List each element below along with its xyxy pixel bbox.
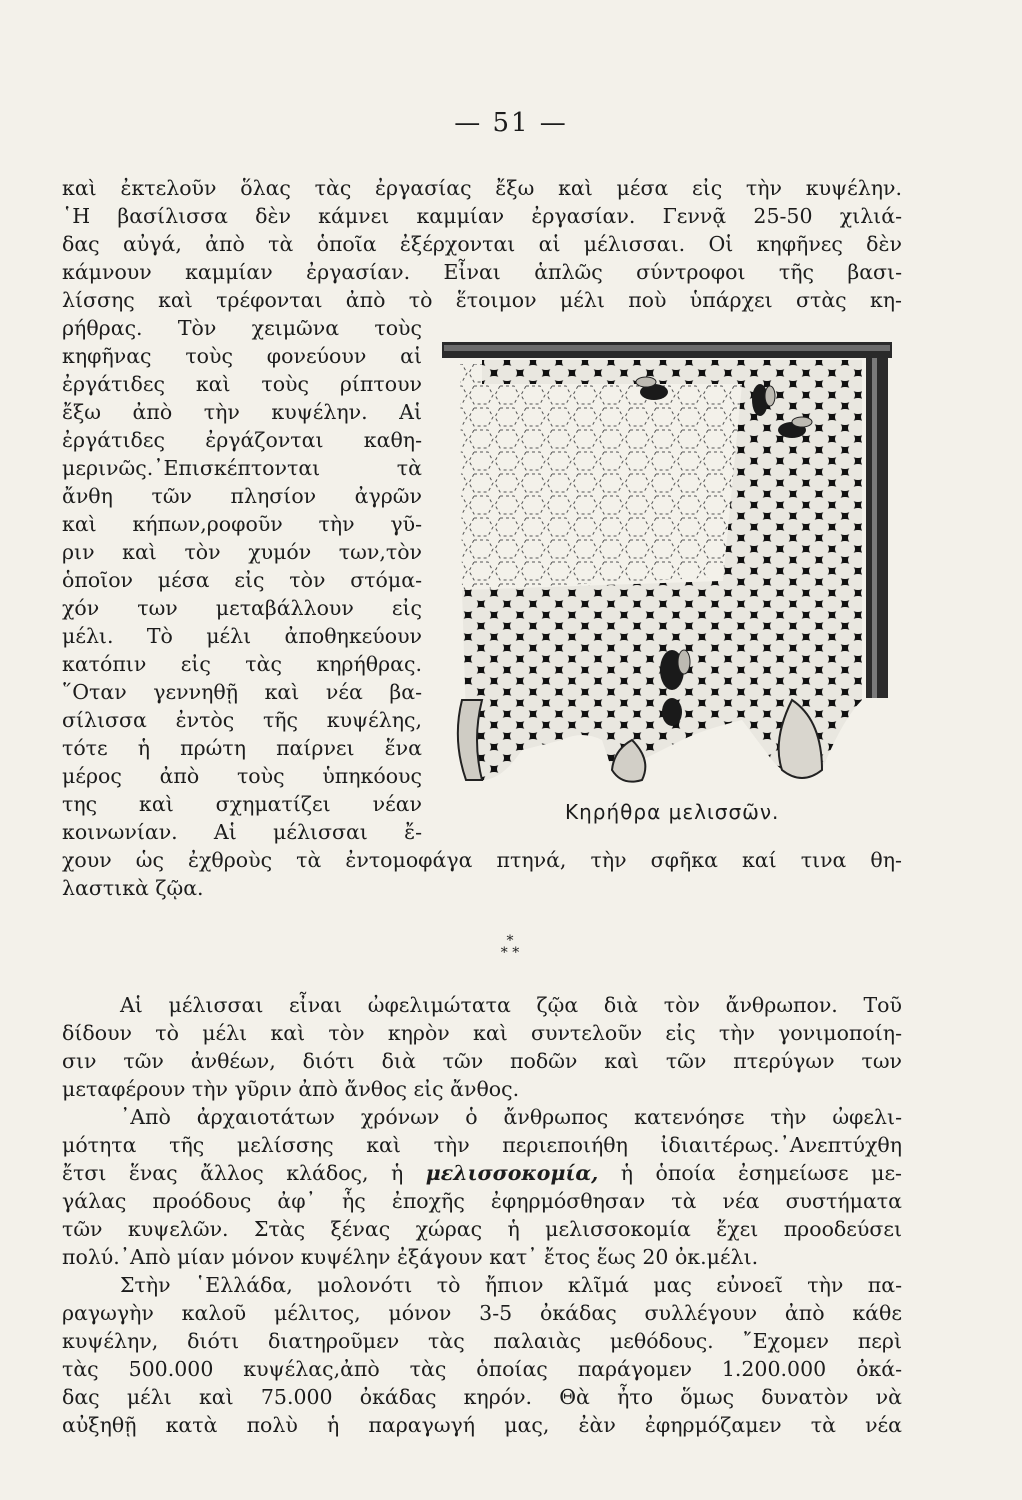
text-line: κατόπιν εἰς τὰς κηρήθρας. (62, 652, 422, 676)
text-line: ριν καὶ τὸν χυμόν των,τὸν (62, 540, 422, 564)
text-line: τῶν κυψελῶν. Στὰς ξένας χώρας ἡ μελισσοκομία ἔχει προοδεύσει (62, 1217, 902, 1241)
text-line: ἔξω ἀπὸ τὴν κυψέλην. Αἱ (62, 400, 422, 424)
text-line: τότε ἡ πρώτη παίρνει ἕνα (62, 736, 422, 760)
text-line: κοινωνίαν. Αἱ μέλισσαι ἔ- (62, 820, 422, 844)
asterism-bottom: * * (500, 945, 520, 961)
honeycomb-drawing (442, 340, 898, 786)
section-divider (480, 935, 540, 959)
text-line: μότητα τῆς μελίσσης καὶ τὴν περιεποιήθη ἰδιαιτέρως.᾿Ανεπτύχθη (62, 1133, 902, 1157)
text-line: πολύ.᾿Απὸ μίαν μόνον κυψέλην ἐξάγουν κατ᾿ ἔτος ἕως 20 ὀκ.μέλι. (62, 1245, 759, 1269)
text-line: ἐργάτιδες καὶ τοὺς ρίπτουν (62, 372, 422, 396)
text-line: κυψέλην, διότι διατηροῦμεν τὰς παλαιὰς μεθόδους. ῎Εχομεν περὶ (62, 1329, 902, 1353)
figure-caption: Κηρήθρα μελισσῶν. (565, 800, 780, 824)
honeycomb-illustration (442, 340, 898, 786)
text-line: τὰς 500.000 κυψέλας,ἀπὸ τὰς ὁποίας παράγομεν 1.200.000 ὀκά- (62, 1357, 902, 1381)
text-line: ἐργάτιδες ἐργάζονται καθη- (62, 428, 422, 452)
text-run: ἔτσι ἕνας ἄλλος κλάδος, ἡ (62, 1161, 426, 1185)
text-line: κηφῆνας τοὺς φονεύουν αἱ (62, 344, 422, 368)
asterism-top: * (506, 933, 514, 949)
text-line: ρήθρας. Τὸν χειμῶνα τοὺς (62, 316, 422, 340)
text-line: λαστικὰ ζῷα. (62, 876, 204, 900)
text-line: μερινῶς.᾿Επισκέπτονται τὰ (62, 456, 422, 480)
text-line: ἄνθη τῶν πλησίον ἀγρῶν (62, 484, 422, 508)
text-line: αὐξηθῇ κατὰ πολὺ ἡ παραγωγή μας, ἐὰν ἐφηρμόζαμεν τὰ νέα (62, 1413, 902, 1437)
text-line: δίδουν τὸ μέλι καὶ τὸν κηρὸν καὶ συντελοῦν εἰς τὴν γονιμοποίη- (62, 1021, 902, 1045)
text-line: χόν των μεταβάλλουν εἰς (62, 596, 422, 620)
text-run: ἡ ὁποία ἐσημείωσε με- (598, 1161, 902, 1185)
text-line (62, 1160, 902, 1186)
text-line: δας αὐγά, ἀπὸ τὰ ὁποῖα ἐξέρχονται αἱ μέλισσαι. Οἱ κηφῆνες δὲν (62, 232, 902, 256)
text-line: καὶ κήπων,ροφοῦν τὴν γῦ- (62, 512, 422, 536)
text-line: ᾿Απὸ ἀρχαιοτάτων χρόνων ὁ ἄνθρωπος κατενόησε τὴν ὠφελι- (120, 1105, 902, 1129)
text-line: λίσσης καὶ τρέφονται ἀπὸ τὸ ἕτοιμον μέλι ποὺ ὑπάρχει στὰς κη- (62, 288, 902, 312)
text-line: ὁποῖον μέσα εἰς τὸν στόμα- (62, 568, 422, 592)
text-line: μεταφέρουν τὴν γῦριν ἀπὸ ἄνθος εἰς ἄνθος. (62, 1077, 520, 1101)
text-line: μέρος ἀπὸ τοὺς ὑπηκόους (62, 764, 422, 788)
text-line: της καὶ σχηματίζει νέαν (62, 792, 422, 816)
text-line: ῾Η βασίλισσα δὲν κάμνει καμμίαν ἐργασίαν. Γεννᾷ 25-50 χιλιά- (62, 204, 902, 228)
text-line: δας μέλι καὶ 75.000 ὀκάδας κηρόν. Θὰ ἦτο ὅμως δυνατὸν νὰ (62, 1385, 902, 1409)
text-line: σίλισσα ἐντὸς τῆς κυψέλης, (62, 708, 422, 732)
text-line: χουν ὡς ἐχθροὺς τὰ ἐντομοφάγα πτηνά, τὴν σφῆκα καί τινα θη- (62, 848, 902, 872)
emphasized-term: μελισσοκομία, (425, 1161, 599, 1185)
text-line: Αἱ μέλισσαι εἶναι ὠφελιμώτατα ζῷα διὰ τὸν ἄνθρωπον. Τοῦ (120, 993, 902, 1017)
text-line: καὶ ἐκτελοῦν ὅλας τὰς ἐργασίας ἔξω καὶ μέσα εἰς τὴν κυψέλην. (62, 176, 902, 200)
text-line: ῞Οταν γεννηθῇ καὶ νέα βα- (62, 680, 422, 704)
text-line: γάλας προόδους ἀφ᾿ ἧς ἐποχῆς ἐφηρμόσθησαν τὰ νέα συστήματα (62, 1189, 902, 1213)
bee-icon (662, 698, 682, 726)
page-number: — 51 — (454, 108, 568, 138)
text-line: μέλι. Τὸ μέλι ἀποθηκεύουν (62, 624, 422, 648)
text-line: Στὴν ῾Ελλάδα, μολονότι τὸ ἤπιον κλῖμά μας εὐνοεῖ τὴν πα- (120, 1273, 902, 1297)
text-line: ραγωγὴν καλοῦ μέλιτος, μόνον 3-5 ὀκάδας συλλέγουν ἀπὸ κάθε (62, 1301, 902, 1325)
text-line: σιν τῶν ἀνθέων, διότι διὰ τῶν ποδῶν καὶ τῶν πτερύγων των (62, 1049, 902, 1073)
text-line: κάμνουν καμμίαν ἐργασίαν. Εἶναι ἁπλῶς σύντροφοι τῆς βασι- (62, 260, 902, 284)
